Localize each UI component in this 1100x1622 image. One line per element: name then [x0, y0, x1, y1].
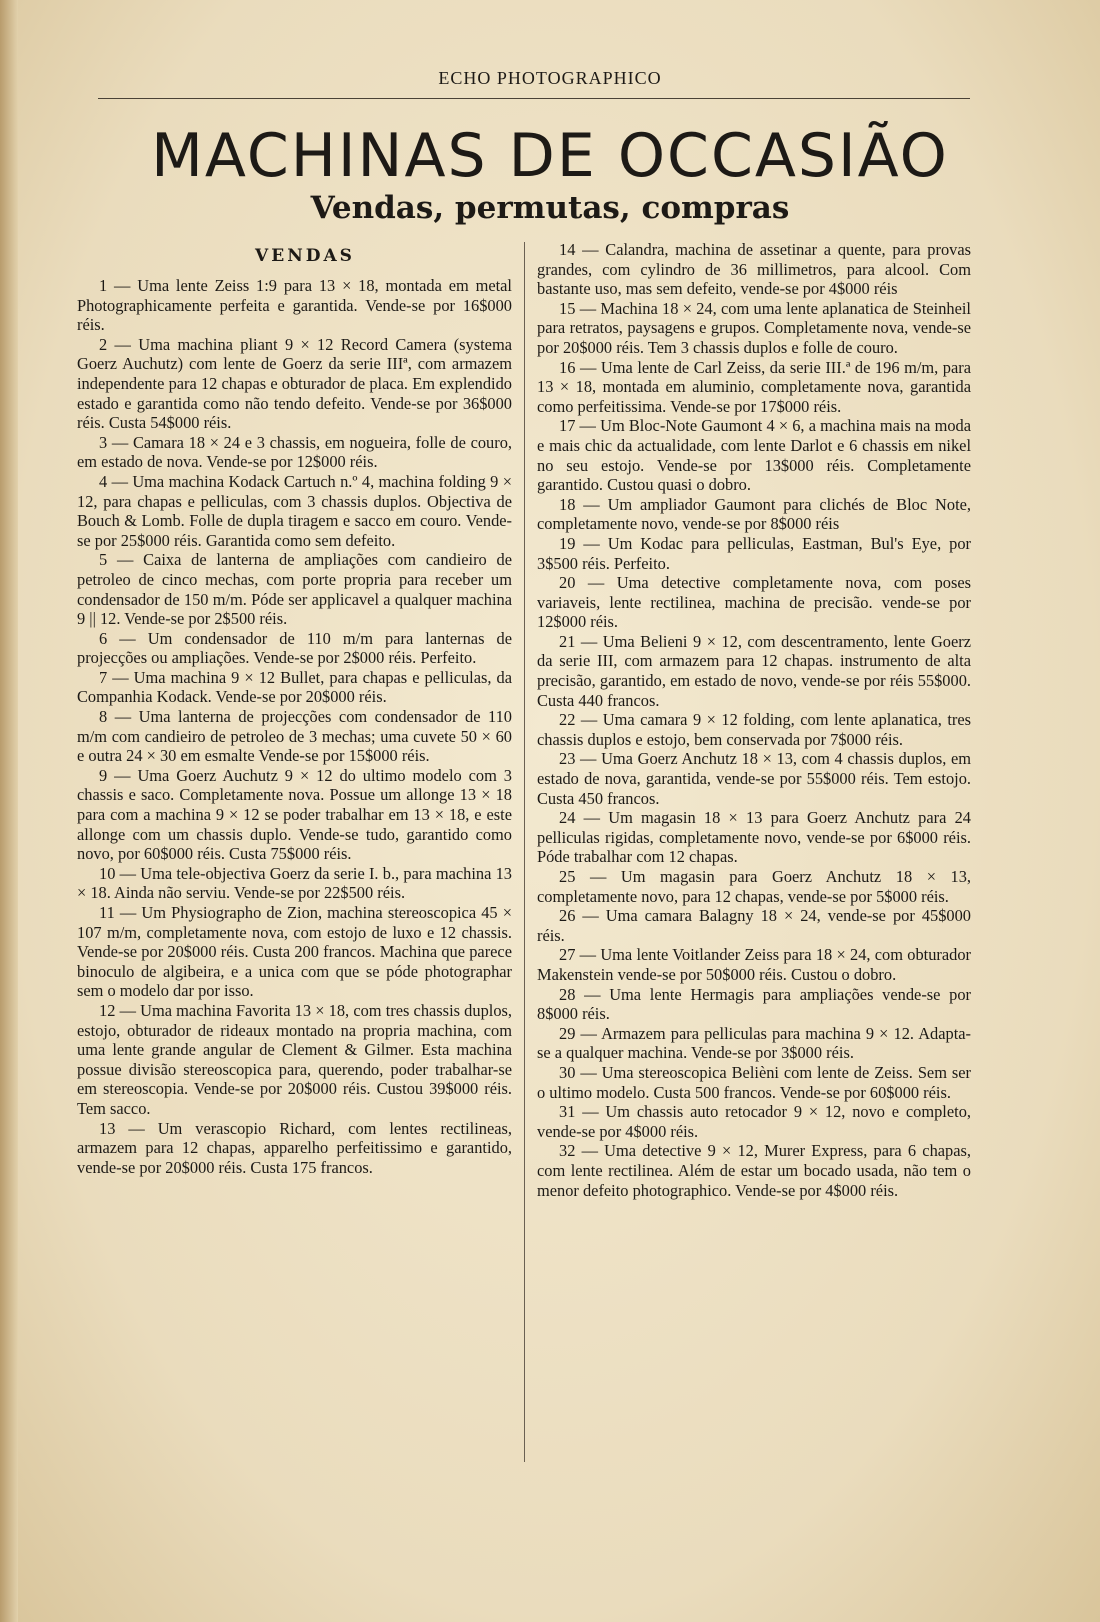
page-subtitle: Vendas, permutas, compras: [310, 190, 790, 226]
listing-item: 25 — Um magasin para Goerz Anchutz 18 × 13, completamente novo, para 12 chapas, vende-se por 5$000 réis.: [537, 867, 971, 906]
listing-item: 1 — Uma lente Zeiss 1:9 para 13 × 18, montada em metal Photographicamente perfeita e garantida. Vende-se por 16$000 réis.: [77, 276, 512, 335]
listing-item: 13 — Um verascopio Richard, com lentes rectilineas, armazem para 12 chapas, apparelho perfeitissimo e garantido, vende-se por 20$000 réis. Custa 175 francos.: [77, 1118, 512, 1177]
listing-item: 29 — Armazem para pelliculas para machina 9 × 12. Adapta-se a qualquer machina. Vende-se por 3$000 réis.: [537, 1023, 971, 1063]
listing-item: 3 — Camara 18 × 24 e 3 chassis, em nogueira, folle de couro, em estado de nova. Vende-se por 12$000 réis.: [77, 432, 512, 472]
header-rule: [98, 98, 970, 99]
listing-item: 11 — Um Physiographo de Zion, machina stereoscopica 45 × 107 m/m, completamente nova, com estojo de luxo e 12 chassis. Vende-se por 20$000 réis. Custa 200 francos. Machina que parece binoculo de algibeira, e a unica com que se póde photographar sem o modelo dar por isso.: [77, 903, 512, 1001]
listing-item: 10 — Uma tele-objectiva Goerz da serie I. b., para machina 13 × 18. Ainda não serviu. Vende-se por 22$500 réis.: [77, 863, 512, 903]
listing-item: 21 — Uma Belieni 9 × 12, com descentramento, lente Goerz da serie III, com armazem para 12 chapas. instrumento de alta precisão, garantido, em estado de novo, vende-se por réis 55$000. Custa 440 francos.: [537, 631, 971, 710]
listing-item: 31 — Um chassis auto retocador 9 × 12, novo e completo, vende-se por 4$000 réis.: [537, 1102, 971, 1141]
listing-item: 9 — Uma Goerz Auchutz 9 × 12 do ultimo modelo com 3 chassis e saco. Completamente nova. Possue um allonge 13 × 18 para com a machina 9 × 12 se poder trabalhar em 13 × 18, e este allonge com um chassis duplo. Vende-se tudo, garantido como novo, por 60$000 réis. Custa 75$000 réis.: [77, 765, 512, 864]
listing-item: 23 — Uma Goerz Anchutz 18 × 13, com 4 chassis duplos, em estado de nova, garantida, vende-se por 55$000 réis. Tem estojo. Custa 450 francos.: [537, 749, 971, 808]
listing-item: 6 — Um condensador de 110 m/m para lanternas de projecções ou ampliações. Vende-se por 2$000 réis. Perfeito.: [77, 628, 512, 668]
section-heading-vendas: VENDAS: [255, 246, 355, 266]
listing-item: 26 — Uma camara Balagny 18 × 24, vende-se por 45$000 réis.: [537, 906, 971, 945]
listing-item: 2 — Uma machina pliant 9 × 12 Record Camera (systema Goerz Auchutz) com lente de Goerz da serie IIIª, com armazem independente para 12 chapas e obturador de placa. Em explendido estado e garantida como não tendo defeito. Vende-se por 36$000 réis. Custa 54$000 réis.: [77, 334, 512, 433]
listing-item: 17 — Um Bloc-Note Gaumont 4 × 6, a machina mais na moda e mais chic da actualidade, com lente Darlot e 6 chassis em nikel no seu estojo. Vende-se por 13$000 réis. Completamente garantido. Custou quasi o dobro.: [537, 416, 971, 495]
listing-item: 24 — Um magasin 18 × 13 para Goerz Anchutz para 24 pelliculas rigidas, completamente novo, vende-se por 6$000 réis. Póde trabalhar com 12 chapas.: [537, 808, 971, 867]
listing-item: 7 — Uma machina 9 × 12 Bullet, para chapas e pelliculas, da Companhia Kodack. Vende-se por 20$000 réis.: [77, 667, 512, 707]
listing-item: 22 — Uma camara 9 × 12 folding, com lente aplanatica, tres chassis duplos e estojo, bem conservada por 7$000 réis.: [537, 710, 971, 749]
listing-item: 18 — Um ampliador Gaumont para clichés de Bloc Note, completamente novo, vende-se por 8$000 réis: [537, 494, 971, 534]
listing-item: 8 — Uma lanterna de projecções com condensador de 110 m/m com candieiro de petroleo de 3 mechas; uma cuvete 50 × 60 e outra 24 × 30 em esmalte Vende-se por 15$000 réis.: [77, 707, 512, 766]
column-divider: [524, 242, 525, 1462]
listing-item: 19 — Um Kodac para pelliculas, Eastman, Bul's Eye, por 3$500 réis. Perfeito.: [537, 533, 971, 573]
page-spine-shadow: [0, 0, 18, 1622]
listing-item: 30 — Uma stereoscopica Belièni com lente de Zeiss. Sem ser o ultimo modelo. Custa 500 francos. Vende-se por 60$000 réis.: [537, 1062, 971, 1102]
page-title: MACHINAS DE OCCASIÃO: [151, 121, 949, 191]
listing-item: 16 — Uma lente de Carl Zeiss, da serie III.ª de 196 m/m, para 13 × 18, montada em aluminio, completamente nova, garantida como perfeitissima. Vende-se por 17$000 réis.: [537, 357, 971, 416]
listing-item: 14 — Calandra, machina de assetinar a quente, para provas grandes, com cylindro de 36 millimetros, para alcool. Com bastante uso, mas sem defeito, vende-se por 4$000 réis: [537, 240, 971, 299]
left-column: [77, 276, 512, 1177]
listing-item: 12 — Uma machina Favorita 13 × 18, com tres chassis duplos, estojo, obturador de rideaux montado na propria machina, com uma lente grande angular de Clement & Gilmer. Esta machina possue divisão stereoscopica para, querendo, poder trabalhar-se em stereoscopia. Vende-se por 20$000 réis. Custou 39$000 réis. Tem sacco.: [77, 1000, 512, 1118]
listing-item: 4 — Uma machina Kodack Cartuch n.º 4, machina folding 9 × 12, para chapas e pelliculas, com 3 chassis duplos. Objectiva de Bouch & Lomb. Folle de dupla tiragem e sacco em couro. Vende-se por 25$000 réis. Garantida como sem defeito.: [77, 471, 512, 550]
listing-item: 5 — Caixa de lanterna de ampliações com candieiro de petroleo de cinco mechas, com porte propria para receber um condensador de 150 m/m. Póde ser applicavel a qualquer machina 9 || 12. Vende-se por 2$500 réis.: [77, 550, 512, 629]
listing-item: 20 — Uma detective completamente nova, com poses variaveis, lente rectilinea, machina de precisão. vende-se por 12$000 réis.: [537, 573, 971, 632]
listing-item: 27 — Uma lente Voitlander Zeiss para 18 × 24, com obturador Makenstein vende-se por 50$000 réis. Custou o dobro.: [537, 945, 971, 984]
listing-item: 28 — Uma lente Hermagis para ampliações vende-se por 8$000 réis.: [537, 984, 971, 1024]
listing-item: 32 — Uma detective 9 × 12, Murer Express, para 6 chapas, com lente rectilinea. Além de estar um bocado usada, não tem o menor defeito photographico. Vende-se por 4$000 réis.: [537, 1141, 971, 1200]
running-head: ECHO PHOTOGRAPHICO: [438, 68, 662, 88]
right-column: [537, 240, 971, 1200]
listing-item: 15 — Machina 18 × 24, com uma lente aplanatica de Steinheil para retratos, paysagens e grupos. Completamente nova, vende-se por 20$000 réis. Tem 3 chassis duplos e folle de couro.: [537, 298, 971, 357]
